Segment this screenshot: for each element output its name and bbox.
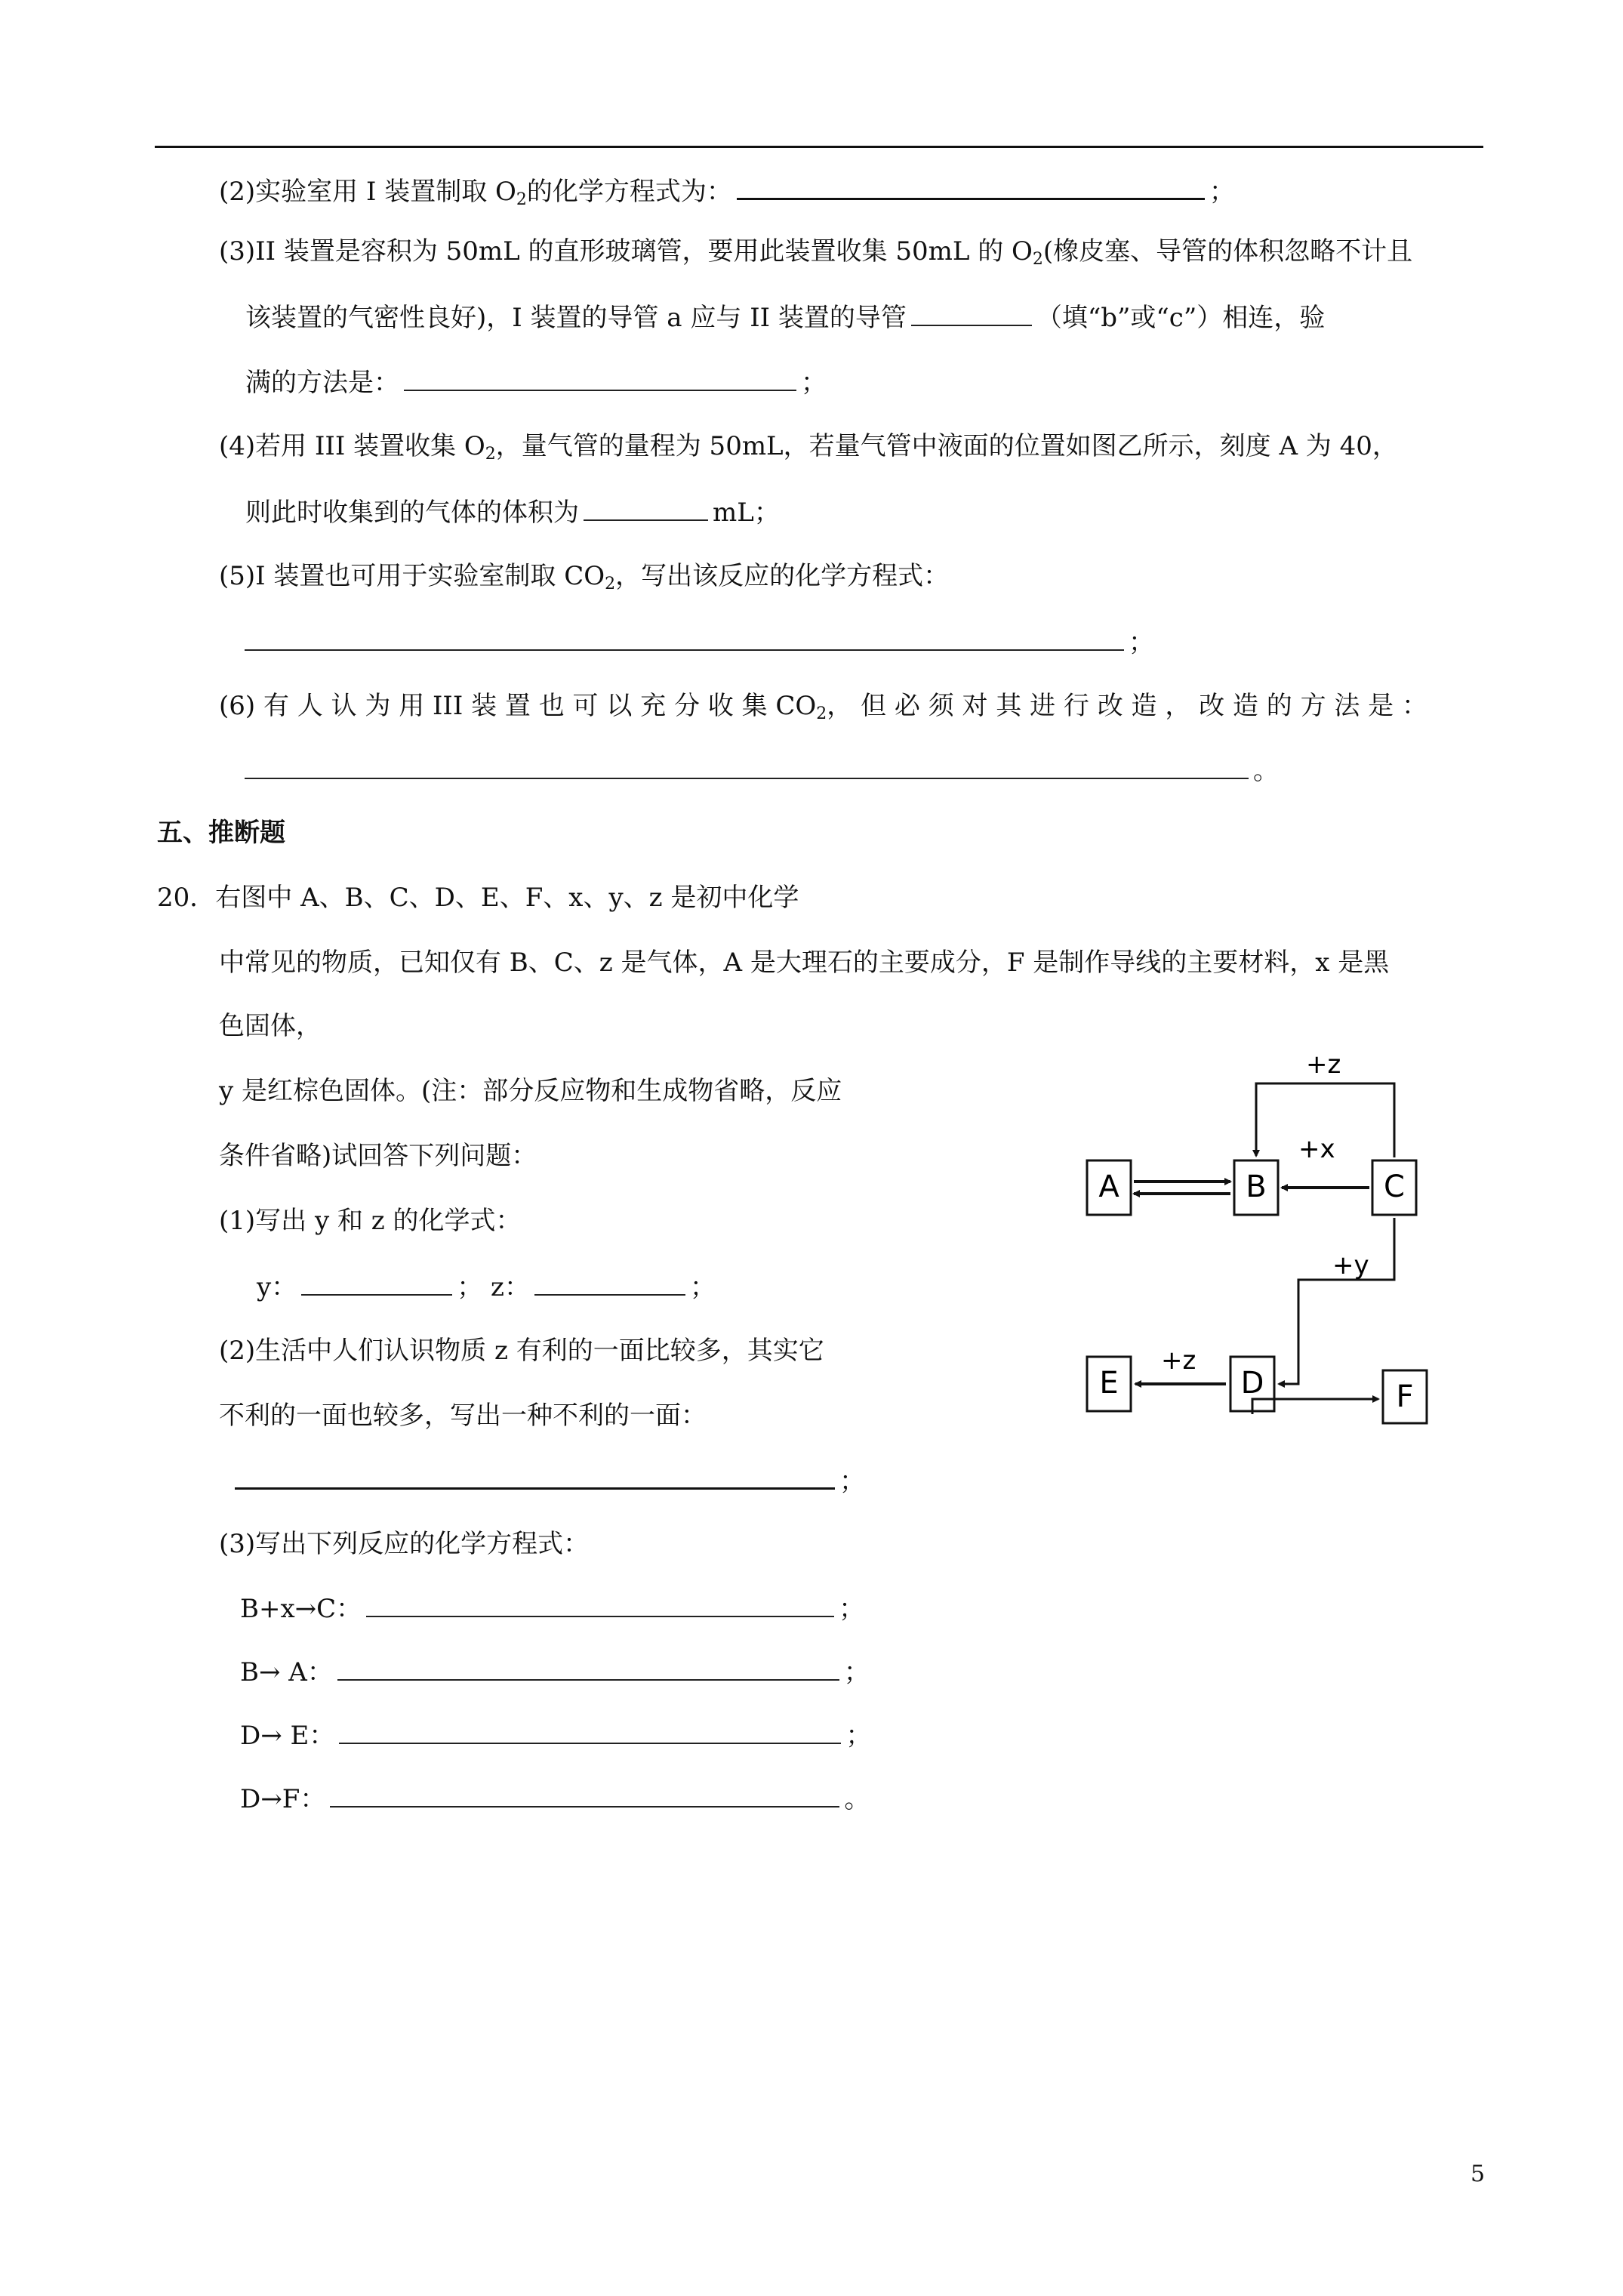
- question-20-part-1: (1)写出 y 和 z 的化学式：: [219, 1206, 522, 1236]
- label-plus-y: +y: [1332, 1250, 1369, 1281]
- reaction-2: B→ A： ；: [240, 1653, 870, 1690]
- svg-text:D: D: [1240, 1366, 1264, 1401]
- answer-blank[interactable]: [245, 624, 1124, 651]
- question-20-line-5: 条件省略)试回答下列问题：: [219, 1141, 537, 1171]
- question-2: (2)实验室用 I 装置制取 $O_2$的化学方程式为： ；: [219, 172, 1235, 209]
- answer-blank-z[interactable]: [534, 1268, 685, 1296]
- page-number: 5: [1471, 2161, 1486, 2187]
- question-6-answer: 。: [240, 752, 1279, 788]
- question-3-line-2: 该装置的气密性良好)，I 装置的导管 a 应与 II 装置的导管 （填“b”或“c”）相连，验: [245, 299, 1325, 335]
- answer-blank[interactable]: [339, 1717, 841, 1744]
- node-B: [1234, 1160, 1278, 1215]
- question-5-answer: ；: [240, 624, 1154, 660]
- question-20-part-3: (3)写出下列反应的化学方程式：: [219, 1529, 590, 1559]
- question-4-line-2: 则此时收集到的气体的体积为 mL；: [245, 494, 780, 530]
- label-plus-z-bottom: +z: [1161, 1345, 1196, 1376]
- answer-blank-y[interactable]: [301, 1268, 452, 1296]
- answer-blank[interactable]: [911, 299, 1032, 326]
- node-A: [1087, 1160, 1131, 1215]
- label-plus-z-top: +z: [1306, 1049, 1341, 1080]
- svg-text:B: B: [1246, 1170, 1267, 1204]
- reaction-3: D→ E： ；: [240, 1717, 871, 1753]
- section-heading: 五、推断题: [157, 818, 285, 848]
- svg-text:C: C: [1384, 1170, 1405, 1204]
- answer-blank[interactable]: [366, 1590, 834, 1617]
- question-20-line-1: 20．右图中 A、B、C、D、E、F、x、y、z 是初中化学: [157, 883, 799, 913]
- question-20-part-2-answer: ；: [230, 1462, 865, 1499]
- question-5: (5)I 装置也可用于实验室制取 $CO_2$，写出该反应的化学方程式：: [219, 561, 950, 593]
- svg-text:E: E: [1099, 1366, 1119, 1401]
- answer-blank[interactable]: [584, 494, 708, 521]
- node-F: [1383, 1370, 1427, 1423]
- question-20-line-2: 中常见的物质，已知仅有 B、C、z 是气体，A 是大理石的主要成分，F 是制作导线的主要材料，x 是黑: [219, 948, 1390, 978]
- question-20-part-2-line-2: 不利的一面也较多，写出一种不利的一面：: [219, 1401, 707, 1431]
- reaction-4: D→F： 。: [240, 1780, 870, 1817]
- answer-blank[interactable]: [235, 1462, 835, 1490]
- reaction-1: B+x→C： ；: [240, 1590, 864, 1626]
- label-plus-x: +x: [1298, 1134, 1335, 1164]
- question-20-line-4: y 是红棕色固体。(注：部分反应物和生成物省略，反应: [219, 1076, 842, 1106]
- header-rule: [155, 146, 1483, 148]
- question-3-line-3: 满的方法是： ；: [245, 364, 827, 400]
- svg-text:F: F: [1396, 1379, 1414, 1414]
- question-3-line-1: (3)II 装置是容积为 50mL 的直形玻璃管，要用此装置收集 50mL 的 $O_2$(橡皮塞、导管的体积忽略不计且: [219, 236, 1413, 269]
- arrow-C-to-D: [1279, 1218, 1394, 1384]
- answer-blank[interactable]: [245, 752, 1249, 779]
- answer-blank[interactable]: [737, 172, 1205, 200]
- answer-blank[interactable]: [337, 1653, 839, 1681]
- question-20-part-2-line-1: (2)生活中人们认识物质 z 有利的一面比较多，其实它: [219, 1336, 824, 1366]
- question-6: (6) 有 人 认 为 用 III 装 置 也 可 以 充 分 收 集 $CO_2$， 但 必 须 对 其 进 行 改 造 ， 改 造 的 方 法 是 ：: [219, 691, 1427, 723]
- reaction-diagram: [1072, 1046, 1449, 1438]
- answer-blank[interactable]: [404, 364, 796, 391]
- node-C: [1372, 1160, 1416, 1215]
- question-20-part-1-answers: y： ； z： ；: [257, 1268, 716, 1305]
- svg-text:A: A: [1098, 1170, 1119, 1204]
- question-4-line-1: (4)若用 III 装置收集 $O_2$，量气管的量程为 50mL，若量气管中液面的位置如图乙所示，刻度 A 为 40，: [219, 431, 1398, 464]
- node-E: [1087, 1357, 1131, 1411]
- answer-blank[interactable]: [330, 1780, 839, 1808]
- question-20-line-3: 色固体，: [219, 1011, 322, 1041]
